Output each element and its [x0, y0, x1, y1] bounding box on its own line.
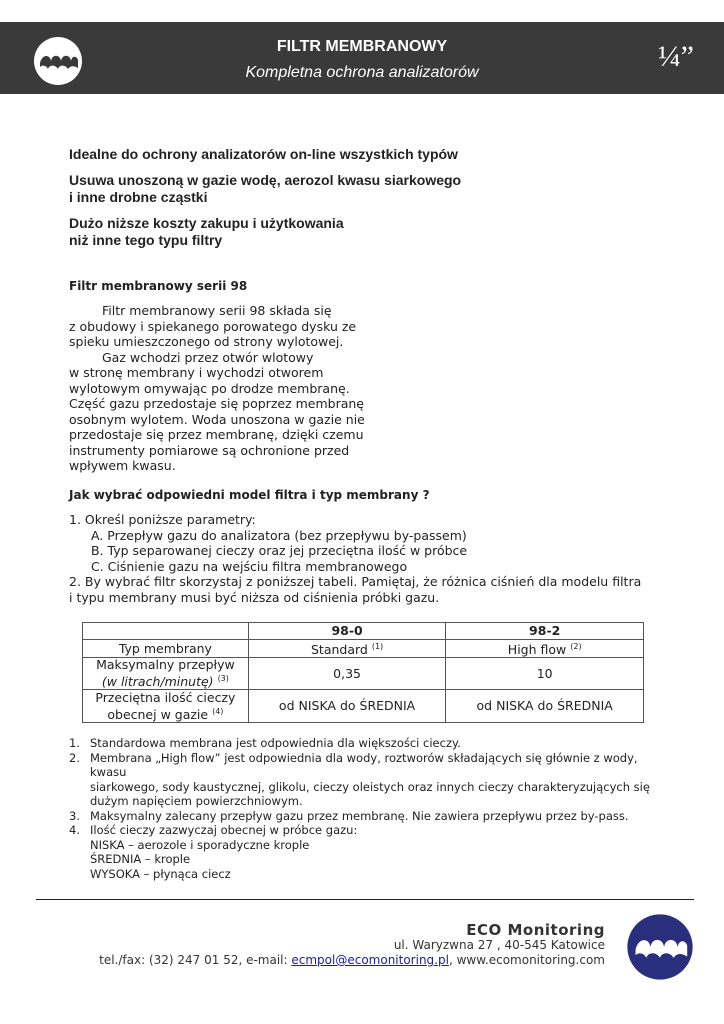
- table-cell: [83, 623, 249, 640]
- step-2: 2. By wybrać filtr skorzystaj z poniższej tabeli. Pamiętaj, że różnica ciśnień dla modelu filtra: [69, 574, 642, 589]
- text-line: przedostaje się przez membranę, dzięki czemu: [69, 427, 364, 442]
- label-line: [87, 672, 244, 689]
- step-1b: B. Typ separowanej cieczy oraz jej przeciętna ilość w próbce: [91, 543, 468, 558]
- table-cell: [446, 640, 644, 658]
- text-line: Gaz wchodzi przez otwór wlotowy: [102, 349, 314, 365]
- column-header-98-0: 98-0: [248, 623, 446, 640]
- page-title: FILTR MEMBRANOWY: [276, 38, 448, 55]
- section-title-how-to-choose: Jak wybrać odpowiedni model filtra i typ membrany ?: [69, 488, 430, 502]
- text-line: Filtr membranowy serii 98 składa się: [102, 303, 332, 318]
- table-row: [83, 658, 644, 690]
- footnote-line: WYSOKA – płynąca ciecz: [90, 866, 231, 881]
- max-flow-98-2: 10: [446, 658, 644, 690]
- label-line: Maksymalny przepływ: [96, 657, 235, 673]
- footnote-line: NISKA – aerozole i sporadyczne krople: [90, 837, 310, 852]
- footnote-ref: (1): [371, 642, 384, 651]
- text-line: Część gazu przedostaje się poprzez membranę: [69, 396, 364, 411]
- footnote-line: dużym napięciem powierzchniowym.: [90, 794, 303, 808]
- footnote-text: Maksymalny zalecany przepływ gazu przez membranę. Nie zawiera przepływu przez by-pass.: [90, 808, 629, 823]
- footnote-2: [69, 751, 669, 809]
- liquid-amount-98-2: od NISKA do ŚREDNIA: [446, 690, 644, 723]
- footnote-number: 1.: [69, 736, 80, 750]
- step-2-cont: i typu membrany musi być niższa od ciśnienia próbki gazu.: [69, 589, 440, 605]
- step-1a: A. Przepływ gazu do analizatora (bez przepływu by-passem): [91, 527, 467, 543]
- footnote-text: Standardowa membrana jest odpowiednia dla większości cieczy.: [90, 736, 461, 750]
- text-line: wpływem kwasu.: [69, 458, 176, 473]
- footnote-ref: (3): [217, 674, 229, 684]
- lead-line-5: niż inne tego typu filtry: [69, 232, 223, 248]
- row-label-max-flow: [83, 658, 249, 690]
- text-line: spieku umieszczonego od strony wylotowej.: [69, 334, 344, 349]
- table-cell: [248, 640, 446, 658]
- size-label: ¼”: [658, 40, 694, 73]
- footnote-text: [90, 823, 357, 881]
- step-1c: C. Ciśnienie gazu na wejściu filtra membranowego: [91, 558, 408, 574]
- filter-spec-table: [82, 622, 644, 723]
- header-bar: [0, 22, 724, 94]
- description-paragraph: [69, 303, 365, 474]
- label-line: [87, 705, 244, 722]
- eco-wave-logo-icon: [626, 913, 694, 981]
- footnote-ref: (2): [570, 642, 582, 651]
- contact-phone: tel./fax: (32) 247 01 52, e-mail:: [99, 953, 292, 967]
- footnote-3: [69, 809, 669, 824]
- table-header-row: [83, 623, 644, 640]
- footnote-text: [90, 751, 669, 809]
- email-link[interactable]: ecmpol@ecomonitoring.pl: [291, 953, 449, 967]
- lead-line-3: i inne drobne cząstki: [69, 189, 208, 205]
- footer-divider: [36, 899, 694, 900]
- footnote-number: 3.: [69, 808, 80, 823]
- footnote-line: siarkowego, sody kaustycznej, glikolu, cieczy oleistych oraz innych cieczy charakteryzujących się: [90, 779, 650, 794]
- column-header-98-2: 98-2: [446, 623, 644, 640]
- table-row: [83, 690, 644, 723]
- lead-line-4: Dużo niższe koszty zakupu i użytkowania: [69, 215, 344, 231]
- text-line: w stronę membrany i wychodzi otworem: [69, 365, 324, 380]
- footnote-line: Ilość cieczy zazwyczaj obecnej w próbce gazu:: [90, 823, 358, 837]
- footnote-ref: (4): [212, 706, 224, 716]
- text-line: osobnym wylotem. Woda unoszona w gazie nie: [69, 411, 365, 427]
- footer-contact: [99, 953, 605, 967]
- step-1: 1. Określ poniższe parametry:: [69, 512, 256, 527]
- text-line: instrumenty pomiarowe są ochronione przed: [69, 442, 350, 458]
- footnote-number: 2.: [69, 750, 80, 765]
- label-line: Przeciętna ilość cieczy: [95, 689, 236, 705]
- footer-company: ECO Monitoring: [466, 921, 605, 939]
- footer-address: ul. Waryzwna 27 , 40-545 Katowice: [393, 938, 605, 952]
- selection-steps: [69, 512, 641, 605]
- label-unit: (w litrach/minutę): [101, 674, 214, 690]
- table-row: [83, 640, 644, 658]
- website-text: , www.ecomonitoring.com: [448, 953, 605, 967]
- page-subtitle: Kompletna ochrona analizatorów: [245, 64, 479, 81]
- section-title-series-98: Filtr membranowy serii 98: [69, 279, 248, 293]
- footnote-1: [69, 736, 669, 751]
- text-line: wylotowym omywając po drodze membranę.: [69, 380, 350, 396]
- footnote-number: 4.: [69, 823, 80, 837]
- lead-line-2: Usuwa unoszoną w gazie wodę, aerozol kwasu siarkowego: [69, 172, 462, 188]
- row-label-liquid-amount: [83, 690, 249, 723]
- footnote-line: ŚREDNIA – krople: [90, 852, 191, 866]
- lead-line-1: Idealne do ochrony analizatorów on-line wszystkich typów: [69, 146, 458, 162]
- row-label-membrane-type: Typ membrany: [83, 640, 249, 658]
- membrane-standard: Standard: [310, 642, 368, 658]
- label-text: obecnej w gazie: [107, 706, 209, 722]
- max-flow-98-0: 0,35: [248, 658, 446, 690]
- liquid-amount-98-0: od NISKA do ŚREDNIA: [248, 690, 446, 723]
- text-line: z obudowy i spiekanego porowatego dysku ze: [69, 318, 357, 334]
- footnote-4: [69, 823, 669, 881]
- membrane-high-flow: High flow: [507, 642, 567, 658]
- footnotes: [69, 736, 669, 881]
- footnote-line: Membrana „High flow” jest odpowiednia dla wody, roztworów składających się głównie z wody, kwasu: [90, 750, 638, 779]
